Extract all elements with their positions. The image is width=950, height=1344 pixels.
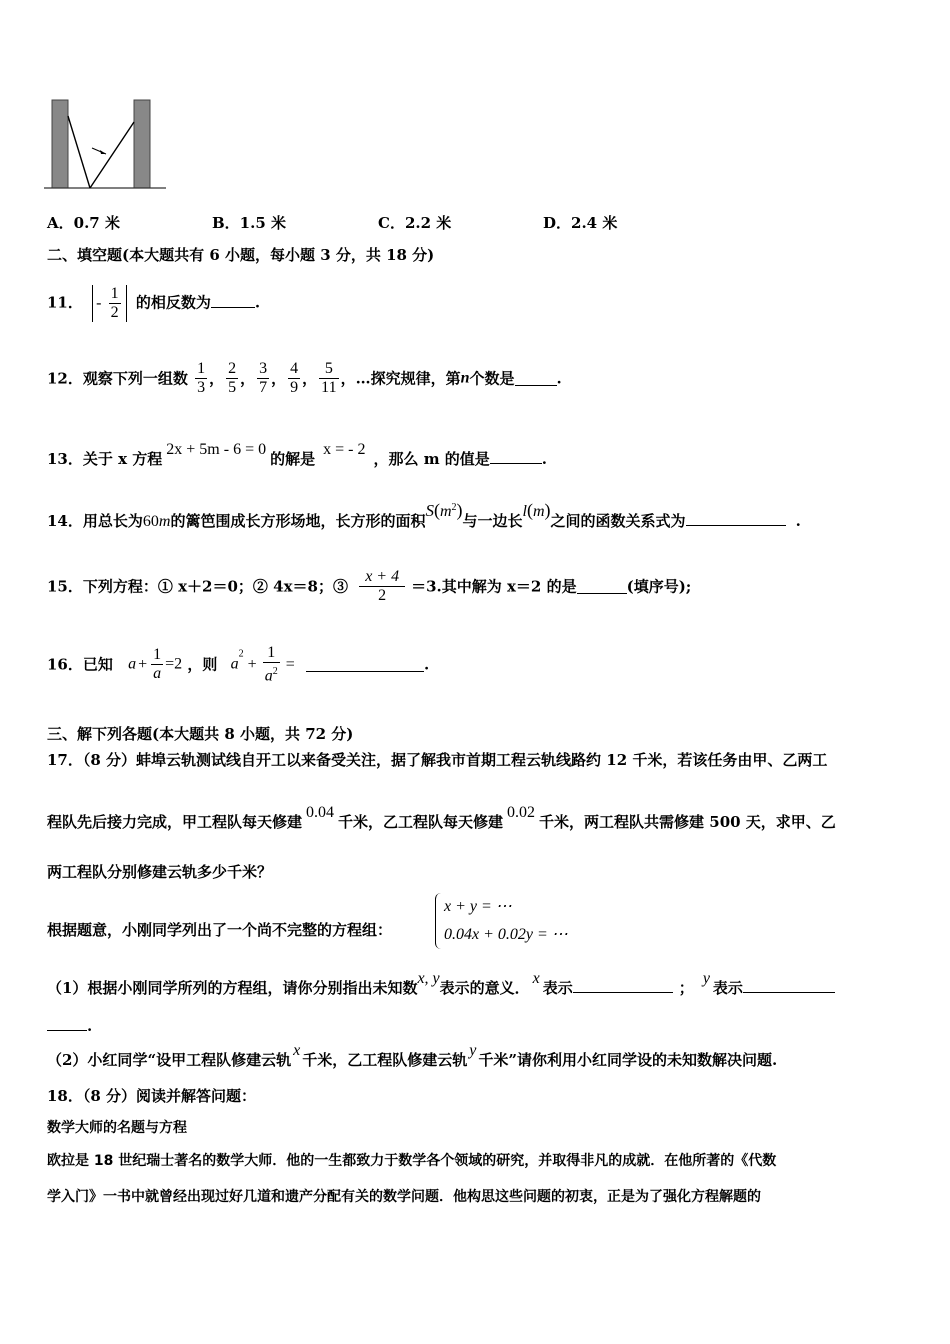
q17-x2: x xyxy=(293,1042,301,1059)
q12-num: 12．观察下列一组数 xyxy=(47,369,188,388)
q12 xyxy=(47,360,562,397)
q16-then: ，则 xyxy=(187,655,218,674)
q17-line2 xyxy=(47,804,836,833)
q16-sq: 2 xyxy=(238,648,244,660)
q17-l2b: 千米，乙工程队每天修建 xyxy=(338,813,504,831)
q15-tail: (填序号); xyxy=(626,577,692,596)
q17-l2c: 千米，两工程队共需修建 500 天，求甲、乙 xyxy=(539,813,836,831)
q12-text1: ，…探究规律，第 xyxy=(340,369,461,388)
q17-rate-a: 0.04 xyxy=(306,804,335,821)
q14: 14．用总长为60m的篱笆围成长方形场地，长方形的面积$S(m^2)$与一边长l(m)之间的函数关系式为 . xyxy=(47,500,801,530)
system-eq2: 0.04x + 0.02y = ⋯ xyxy=(444,926,568,943)
q15 xyxy=(47,568,691,605)
q12-n: n xyxy=(460,369,470,387)
q14-l: l xyxy=(522,503,527,520)
q11-minus: - xyxy=(96,294,102,312)
q15-blank xyxy=(577,579,627,594)
q14-m2: m xyxy=(439,503,452,520)
q11 xyxy=(47,285,260,322)
q17-line4: 根据题意，小刚同学列出了一个尚不完整的方程组： xyxy=(47,921,393,939)
q13 xyxy=(47,441,548,470)
q17-p2b: 千米，乙工程队修建云轨 xyxy=(302,1051,468,1069)
q14-text3: 之间的函数关系式为 xyxy=(550,512,686,530)
q18-para2: 学入门》一书中就曾经出现过好几道和遗产分配有关的数学问题．他构思这些问题的初衷，正是为了强化方程解题的 xyxy=(47,1189,761,1205)
q16-a: a xyxy=(128,655,137,673)
q14-S: S xyxy=(425,501,434,520)
q14-sq: 2 xyxy=(451,502,457,513)
q16-blank xyxy=(306,657,424,672)
q17-p2a: （2）小红同学“设甲工程队修建云轨 xyxy=(47,1051,292,1069)
q12-f4-den: 9 xyxy=(290,379,299,396)
q13-text2: ，那么 m 的值是 xyxy=(373,450,490,468)
q16-a2: a xyxy=(230,655,239,673)
q17-end: . xyxy=(87,1017,93,1035)
q14-unit: m xyxy=(158,513,171,530)
q16-plus: + xyxy=(138,655,148,673)
q12-sep: ， xyxy=(271,369,287,388)
ladder-figure xyxy=(44,96,168,194)
q11-blank xyxy=(211,293,255,308)
q12-f1-den: 3 xyxy=(197,379,206,396)
equation-system xyxy=(435,893,568,949)
q14-length: 60 xyxy=(142,513,159,530)
section3-title: 三、解下列各题(本大题共 8 小题，共 72 分) xyxy=(47,725,354,743)
option-a: A．0.7 米 xyxy=(47,214,120,232)
q17-y: y xyxy=(702,970,710,987)
q17-p1c: 表示 xyxy=(542,979,573,997)
q17-p1d: 表示 xyxy=(712,979,743,997)
q17-l2a: 程队先后接力完成，甲工程队每天修建 xyxy=(47,813,303,831)
q13-end: . xyxy=(541,450,548,468)
option-c: C．2.2 米 xyxy=(378,214,452,232)
q12-sep: ， xyxy=(240,369,256,388)
q15-num: 15．下列方程：① x＋2＝0；② 4x＝8；③ xyxy=(47,577,348,596)
q13-num: 13．关于 x 方程 xyxy=(47,450,163,468)
q12-blank xyxy=(515,371,557,386)
q17-line1: 17．（8 分）蚌埠云轨测试线自开工以来备受关注，据了解我市首期工程云轨线路约 12 千米，若该任务由甲、乙两工 xyxy=(47,751,828,769)
q16-frac1-num: 1 xyxy=(153,646,162,664)
system-eq1: x + y = ⋯ xyxy=(444,898,512,915)
q13-blank xyxy=(490,449,542,464)
q11-frac-den: 2 xyxy=(110,304,119,321)
q18-line1: 18．（8 分）阅读并解答问题： xyxy=(47,1087,257,1105)
q14-blank xyxy=(686,511,786,526)
q16-plus2: + xyxy=(247,655,257,673)
q17-part1 xyxy=(47,970,835,999)
q12-sep: ， xyxy=(209,369,225,388)
q18-title: 数学大师的名题与方程 xyxy=(47,1120,187,1136)
q17-x: x xyxy=(532,970,540,987)
q14-text1: 的篱笆围成长方形场地，长方形的面积 xyxy=(170,512,426,530)
q17-part1-cont xyxy=(47,1016,92,1036)
q17-blank-x xyxy=(573,978,673,993)
q13-text1: 的解是 xyxy=(270,450,316,468)
q14-num: 14．用总长为 xyxy=(47,512,143,530)
q17-part2 xyxy=(47,1042,778,1071)
q15-frac-num: x + 4 xyxy=(359,568,405,587)
q12-text2: 个数是 xyxy=(469,369,515,388)
q12-f1-num: 1 xyxy=(197,360,206,377)
q17-xy: x, y xyxy=(417,970,440,987)
section2-title: 二、填空题(本大题共有 6 小题，每小题 3 分，共 18 分) xyxy=(47,246,435,264)
q14-end: . xyxy=(795,512,801,530)
q16-frac1-den: a xyxy=(153,665,162,683)
left-wall xyxy=(52,100,68,188)
q16-end: . xyxy=(423,655,430,674)
q17-rate-b: 0.02 xyxy=(507,804,536,821)
q15-text: ＝3.其中解为 x＝2 的是 xyxy=(411,577,577,596)
q16-eq: = xyxy=(285,655,295,673)
q11-end: . xyxy=(254,293,261,312)
right-wall xyxy=(134,100,150,188)
q17-p2c: 千米”请你利用小红同学设的未知数解决问题. xyxy=(478,1051,778,1069)
q17-p1a: （1）根据小刚同学所列的方程组，请你分别指出未知数 xyxy=(47,979,418,997)
q12-f5-den: 11 xyxy=(321,379,337,396)
ladder-right xyxy=(90,122,134,188)
q16-num: 16．已知 xyxy=(47,655,113,674)
ladder-left xyxy=(68,116,90,188)
q16-frac2-sq: 2 xyxy=(272,666,278,677)
q16-frac2-a: a xyxy=(264,667,273,685)
q16-frac2-num: 1 xyxy=(263,644,280,663)
q17-blank-y xyxy=(743,978,835,993)
q12-f3-num: 3 xyxy=(259,360,268,377)
q13-equation: 2x + 5m - 6 = 0 xyxy=(166,441,267,458)
q12-f5-num: 5 xyxy=(324,360,333,377)
q12-f2-den: 5 xyxy=(228,379,237,396)
q11-text: 的相反数为 xyxy=(135,293,211,312)
q12-f2-num: 2 xyxy=(228,360,237,377)
q12-f3-den: 7 xyxy=(259,379,268,396)
q17-semi: ； xyxy=(678,979,694,997)
q12-sep: ， xyxy=(302,369,318,388)
q16-eq2: =2 xyxy=(165,655,183,673)
q11-num: 11． xyxy=(47,293,83,312)
q18-para1: 欧拉是 18 世纪瑞士著名的数学大师．他的一生都致力于数学各个领域的研究，并取得非凡的成就．在他所著的《代数 xyxy=(47,1153,777,1169)
q16 xyxy=(47,644,429,685)
q12-end: . xyxy=(556,369,562,388)
option-d: D．2.4 米 xyxy=(543,214,618,232)
q17-line3: 两工程队分别修建云轨多少千米？ xyxy=(47,863,273,881)
q11-frac-num: 1 xyxy=(110,285,119,302)
option-b: B．1.5 米 xyxy=(212,214,286,232)
q14-text2: 与一边长 xyxy=(462,512,523,530)
q17-y2: y xyxy=(469,1042,477,1059)
q14-m: m xyxy=(532,503,545,520)
q17-p1b: 表示的意义． xyxy=(439,979,530,997)
q15-frac-den: 2 xyxy=(378,587,387,604)
q12-f4-num: 4 xyxy=(290,360,299,377)
q17-blank-y-cont xyxy=(47,1016,87,1031)
q13-solution: x = - 2 xyxy=(323,441,366,458)
